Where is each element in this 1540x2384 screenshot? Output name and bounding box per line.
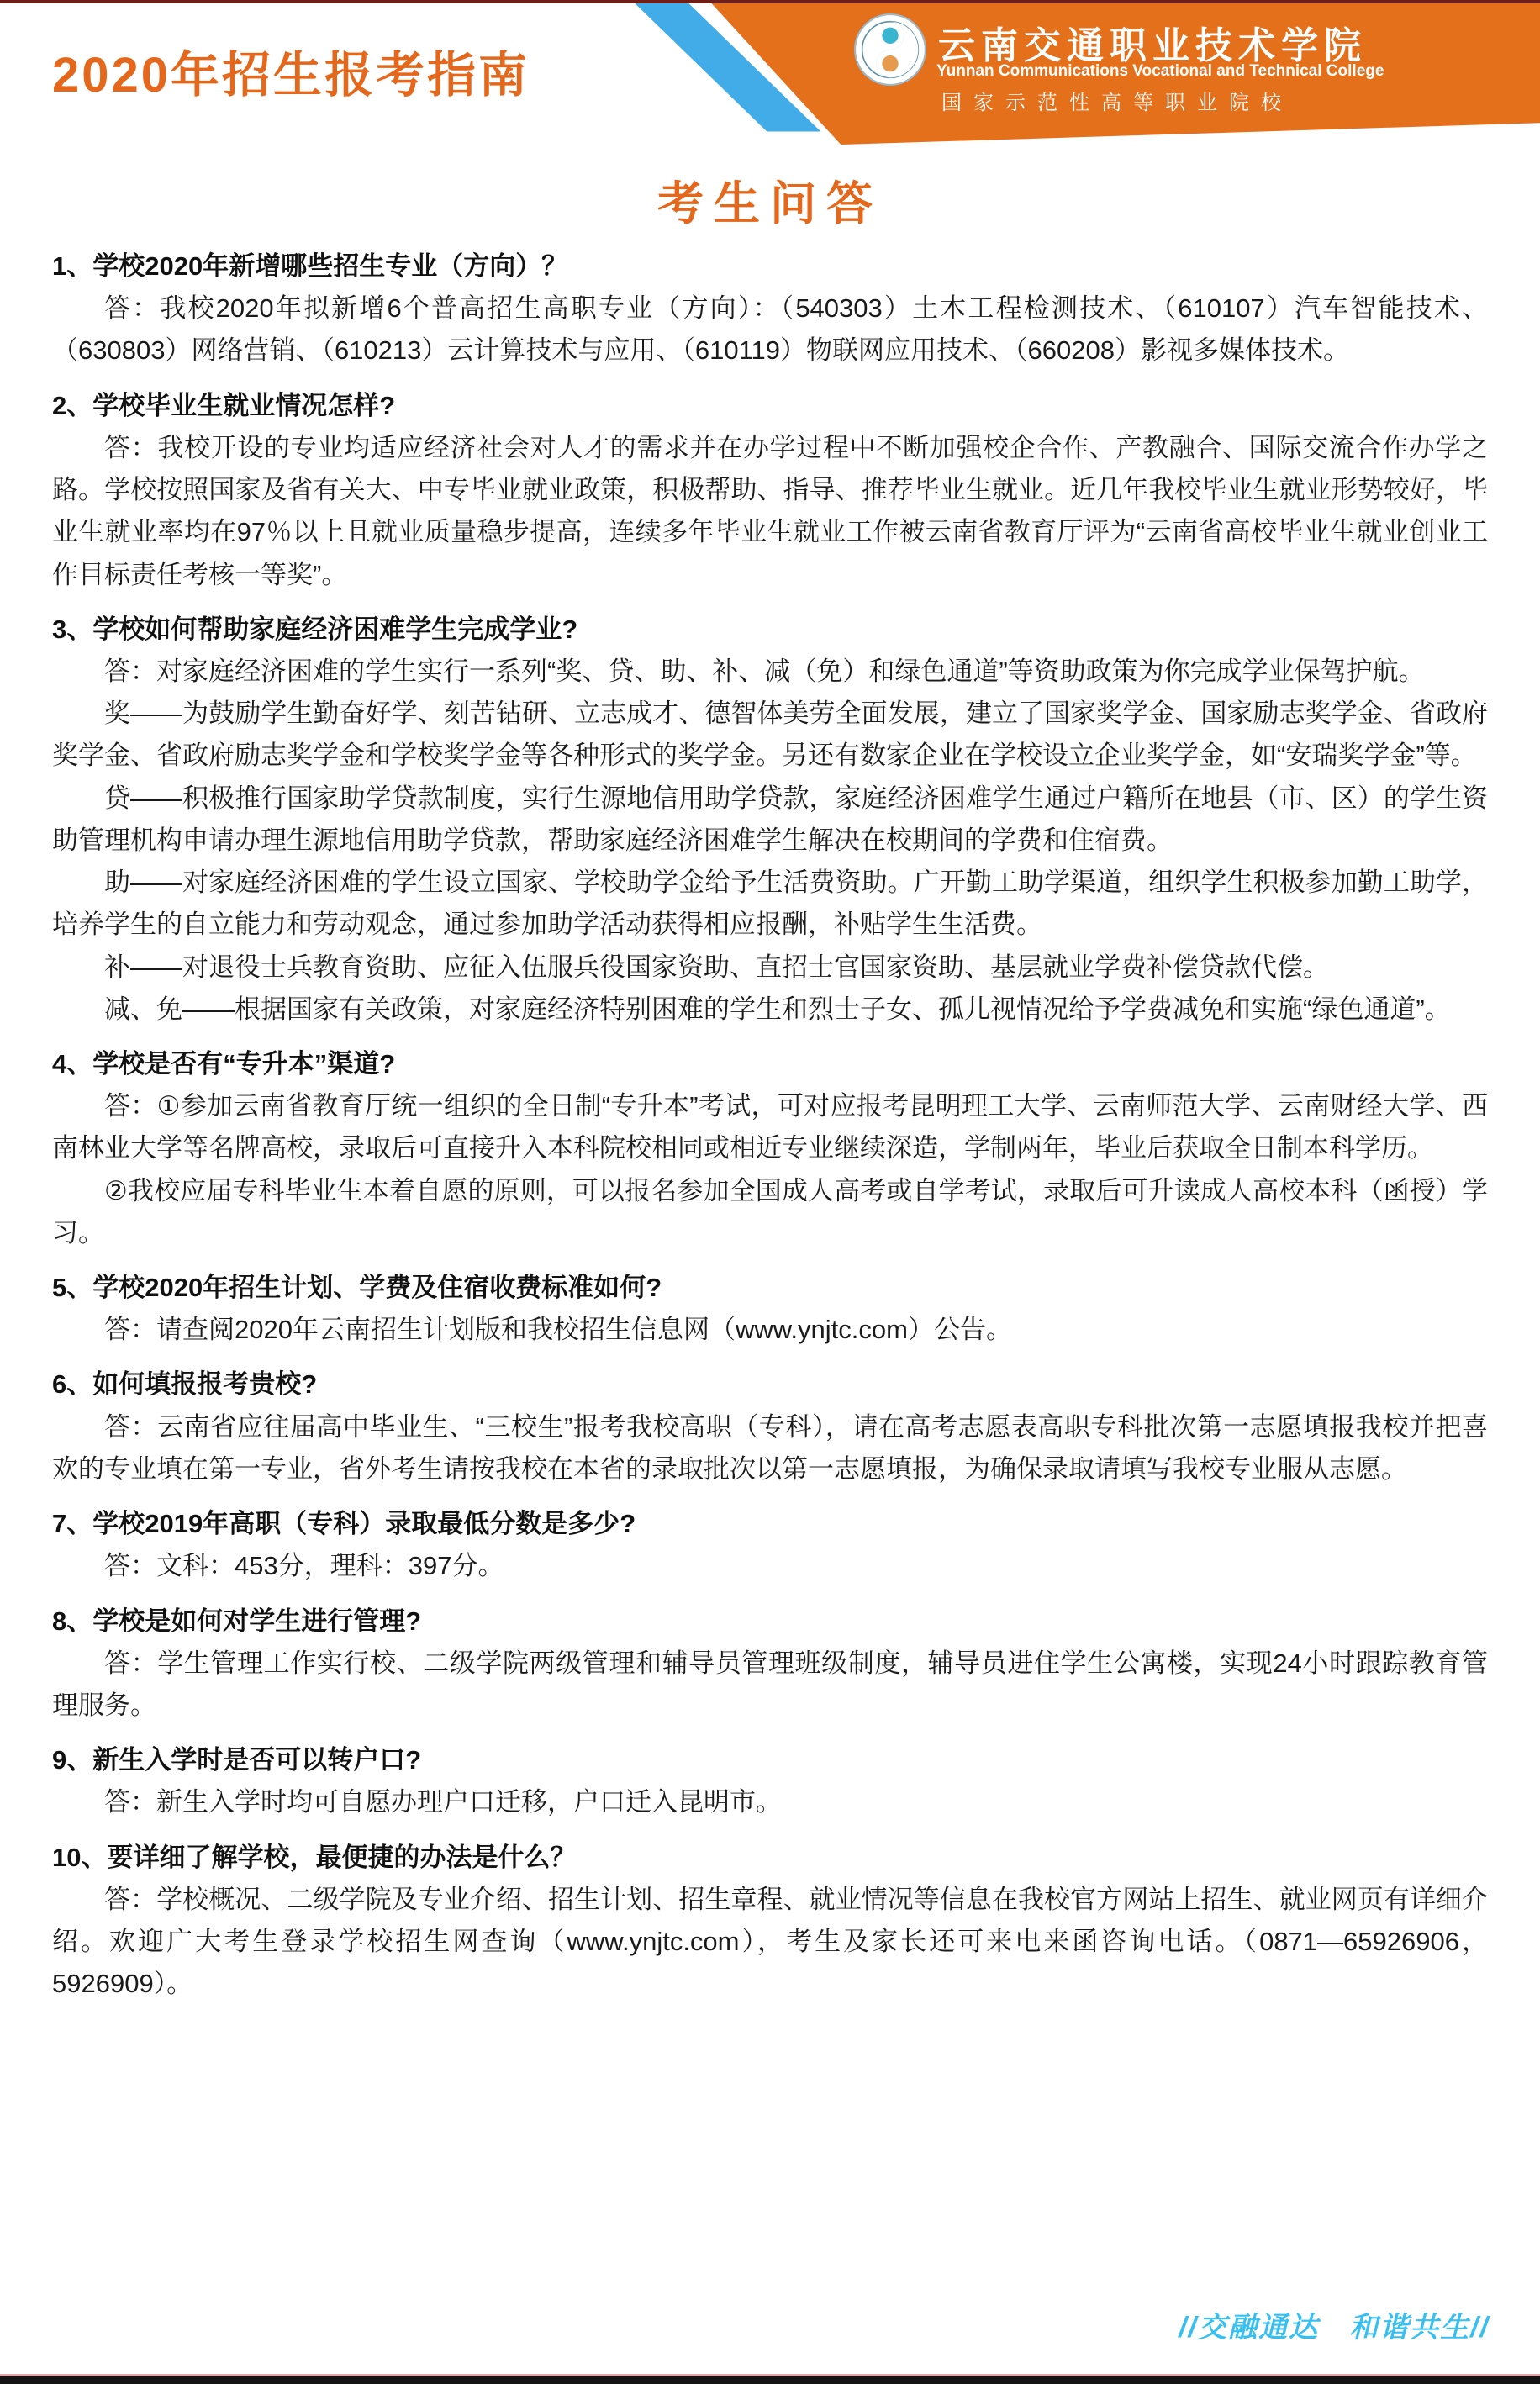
qa-answer: 答：新生入学时均可自愿办理户口迁移，户口迁入昆明市。 [104, 1787, 782, 1817]
qa-answer: 补——对退役士兵教育资助、应征入伍服兵役国家资助、直招士官国家资助、基层就业学费补偿贷款代偿。 [104, 952, 1329, 982]
qa-answer: ②我校应届专科毕业生本着自愿的原则，可以报名参加全国成人高考或自学考试，录取后可升读成人高校本科（函授）学习。 [52, 1175, 1488, 1247]
qa-item-1 [52, 245, 1488, 372]
footer-motto: //交融通达 和谐共生// [1179, 2312, 1490, 2344]
qa-question: 6、如何填报报考贵校? [52, 1369, 318, 1400]
qa-item-10 [52, 1837, 1488, 2006]
qa-answer: 答：云南省应往届高中毕业生、“三校生”报考我校高职（专科），请在高考志愿表高职专科批次第一志愿填报我校并把喜欢的专业填在第一专业，省外考生请按我校在本省的录取批次以第一志愿填报，为确保录取请填写我校专业服从志愿。 [52, 1411, 1488, 1484]
qa-answer: 助——对家庭经济困难的学生设立国家、学校助学金给予生活费资助。广开勤工助学渠道，组织学生积极参加勤工助学，培养学生的自立能力和劳动观念，通过参加助学活动获得相应报酬，补贴学生生活费。 [52, 868, 1488, 940]
qa-answer: 减、免——根据国家有关政策，对家庭经济特别困难的学生和烈士子女、孤儿视情况给予学费减免和实施“绿色通道”。 [104, 994, 1451, 1024]
qa-item-8 [52, 1601, 1488, 1727]
qa-question: 3、学校如何帮助家庭经济困难学生完成学业? [52, 614, 578, 644]
qa-question: 4、学校是否有“专升本”渠道? [52, 1048, 396, 1079]
section-title: 考生问答 [657, 177, 883, 229]
guide-title: 2020年招生报考指南 [52, 48, 530, 103]
qa-answer: 答：学校概况、二级学院及专业介绍、招生计划、招生章程、就业情况等信息在我校官方网站上招生、就业网页有详细介绍。欢迎广大考生登录学校招生网查询（www.ynjtc.com），考生及家长还可来电来函咨询电话。（0871—65926906，5926909）。 [52, 1884, 1488, 1999]
qa-question: 5、学校2020年招生计划、学费及住宿收费标准如何? [52, 1273, 662, 1303]
qa-answer: 答：①参加云南省教育厅统一组织的全日制“专升本”考试，可对应报考昆明理工大学、云南师范大学、云南财经大学、西南林业大学等名牌高校，录取后可直接升入本科院校相同或相近专业继续深造，学制两年，毕业后获取全日制本科学历。 [52, 1091, 1488, 1163]
qa-list [0, 245, 1540, 2006]
qa-answer: 答：我校开设的专业均适应经济社会对人才的需求并在办学过程中不断加强校企合作、产教融合、国际交流合作办学之路。学校按照国家及省有关大、中专毕业就业政策，积极帮助、指导、推荐毕业生就业。近几年我校毕业生就业形势较好，毕业生就业率均在97％以上且就业质量稳步提高，连续多年毕业生就业工作被云南省教育厅评为“云南省高校毕业生就业创业工作目标责任考核一等奖”。 [52, 432, 1488, 589]
qa-item-2 [52, 385, 1488, 596]
qa-item-6 [52, 1363, 1488, 1490]
qa-item-4 [52, 1043, 1488, 1254]
qa-question: 1、学校2020年新增哪些招生专业（方向）？ [52, 251, 568, 281]
school-logo-icon [854, 13, 926, 86]
qa-item-5 [52, 1267, 1488, 1351]
school-name-cn: 云南交通职业技术学院 [938, 25, 1367, 66]
school-name-en: Yunnan Communications Vocational and Technical College [936, 62, 1384, 80]
page-bottom-edge [0, 2374, 1540, 2384]
qa-answer: 答：文科：453分，理科：397分。 [104, 1551, 504, 1581]
qa-item-7 [52, 1503, 1488, 1587]
qa-question: 7、学校2019年高职（专科）录取最低分数是多少? [52, 1509, 636, 1539]
qa-answer: 答：对家庭经济困难的学生实行一系列“奖、贷、助、补、减（免）和绿色通道”等资助政策为你完成学业保驾护航。 [104, 656, 1425, 686]
qa-question: 10、要详细了解学校，最便捷的办法是什么？ [52, 1842, 577, 1872]
qa-item-9 [52, 1739, 1488, 1823]
qa-item-3 [52, 609, 1488, 1031]
qa-answer: 答：学生管理工作实行校、二级学院两级管理和辅导员管理班级制度，辅导员进住学生公寓楼，实现24小时跟踪教育管理服务。 [52, 1648, 1488, 1720]
qa-question: 9、新生入学时是否可以转户口? [52, 1745, 422, 1775]
page-top-edge [0, 0, 1540, 3]
qa-answer: 答：请查阅2020年云南招生计划版和我校招生信息网（www.ynjtc.com）公告。 [104, 1315, 1012, 1345]
qa-question: 8、学校是如何对学生进行管理? [52, 1606, 422, 1636]
qa-answer: 奖——为鼓励学生勤奋好学、刻苦钻研、立志成才、德智体美劳全面发展，建立了国家奖学金、国家励志奖学金、省政府奖学金、省政府励志奖学金和学校奖学金等各种形式的奖学金。另还有数家企业在学校设立企业奖学金，如“安瑞奖学金”等。 [52, 699, 1488, 771]
school-tagline: 国家示范性高等职业院校 [941, 92, 1293, 114]
page-header [0, 0, 1540, 145]
qa-question: 2、学校毕业生就业情况怎样? [52, 390, 396, 420]
qa-answer: 贷——积极推行国家助学贷款制度，实行生源地信用助学贷款，家庭经济困难学生通过户籍所在地县（市、区）的学生资助管理机构申请办理生源地信用助学贷款，帮助家庭经济困难学生解决在校期间的学费和住宿费。 [52, 783, 1488, 855]
qa-answer: 答：我校2020年拟新增6个普高招生高职专业（方向）：（540303）土木工程检测技术、（610107）汽车智能技术、（630803）网络营销、（610213）云计算技术与应用、（610119）物联网应用技术、（660208）影视多媒体技术。 [52, 293, 1488, 366]
